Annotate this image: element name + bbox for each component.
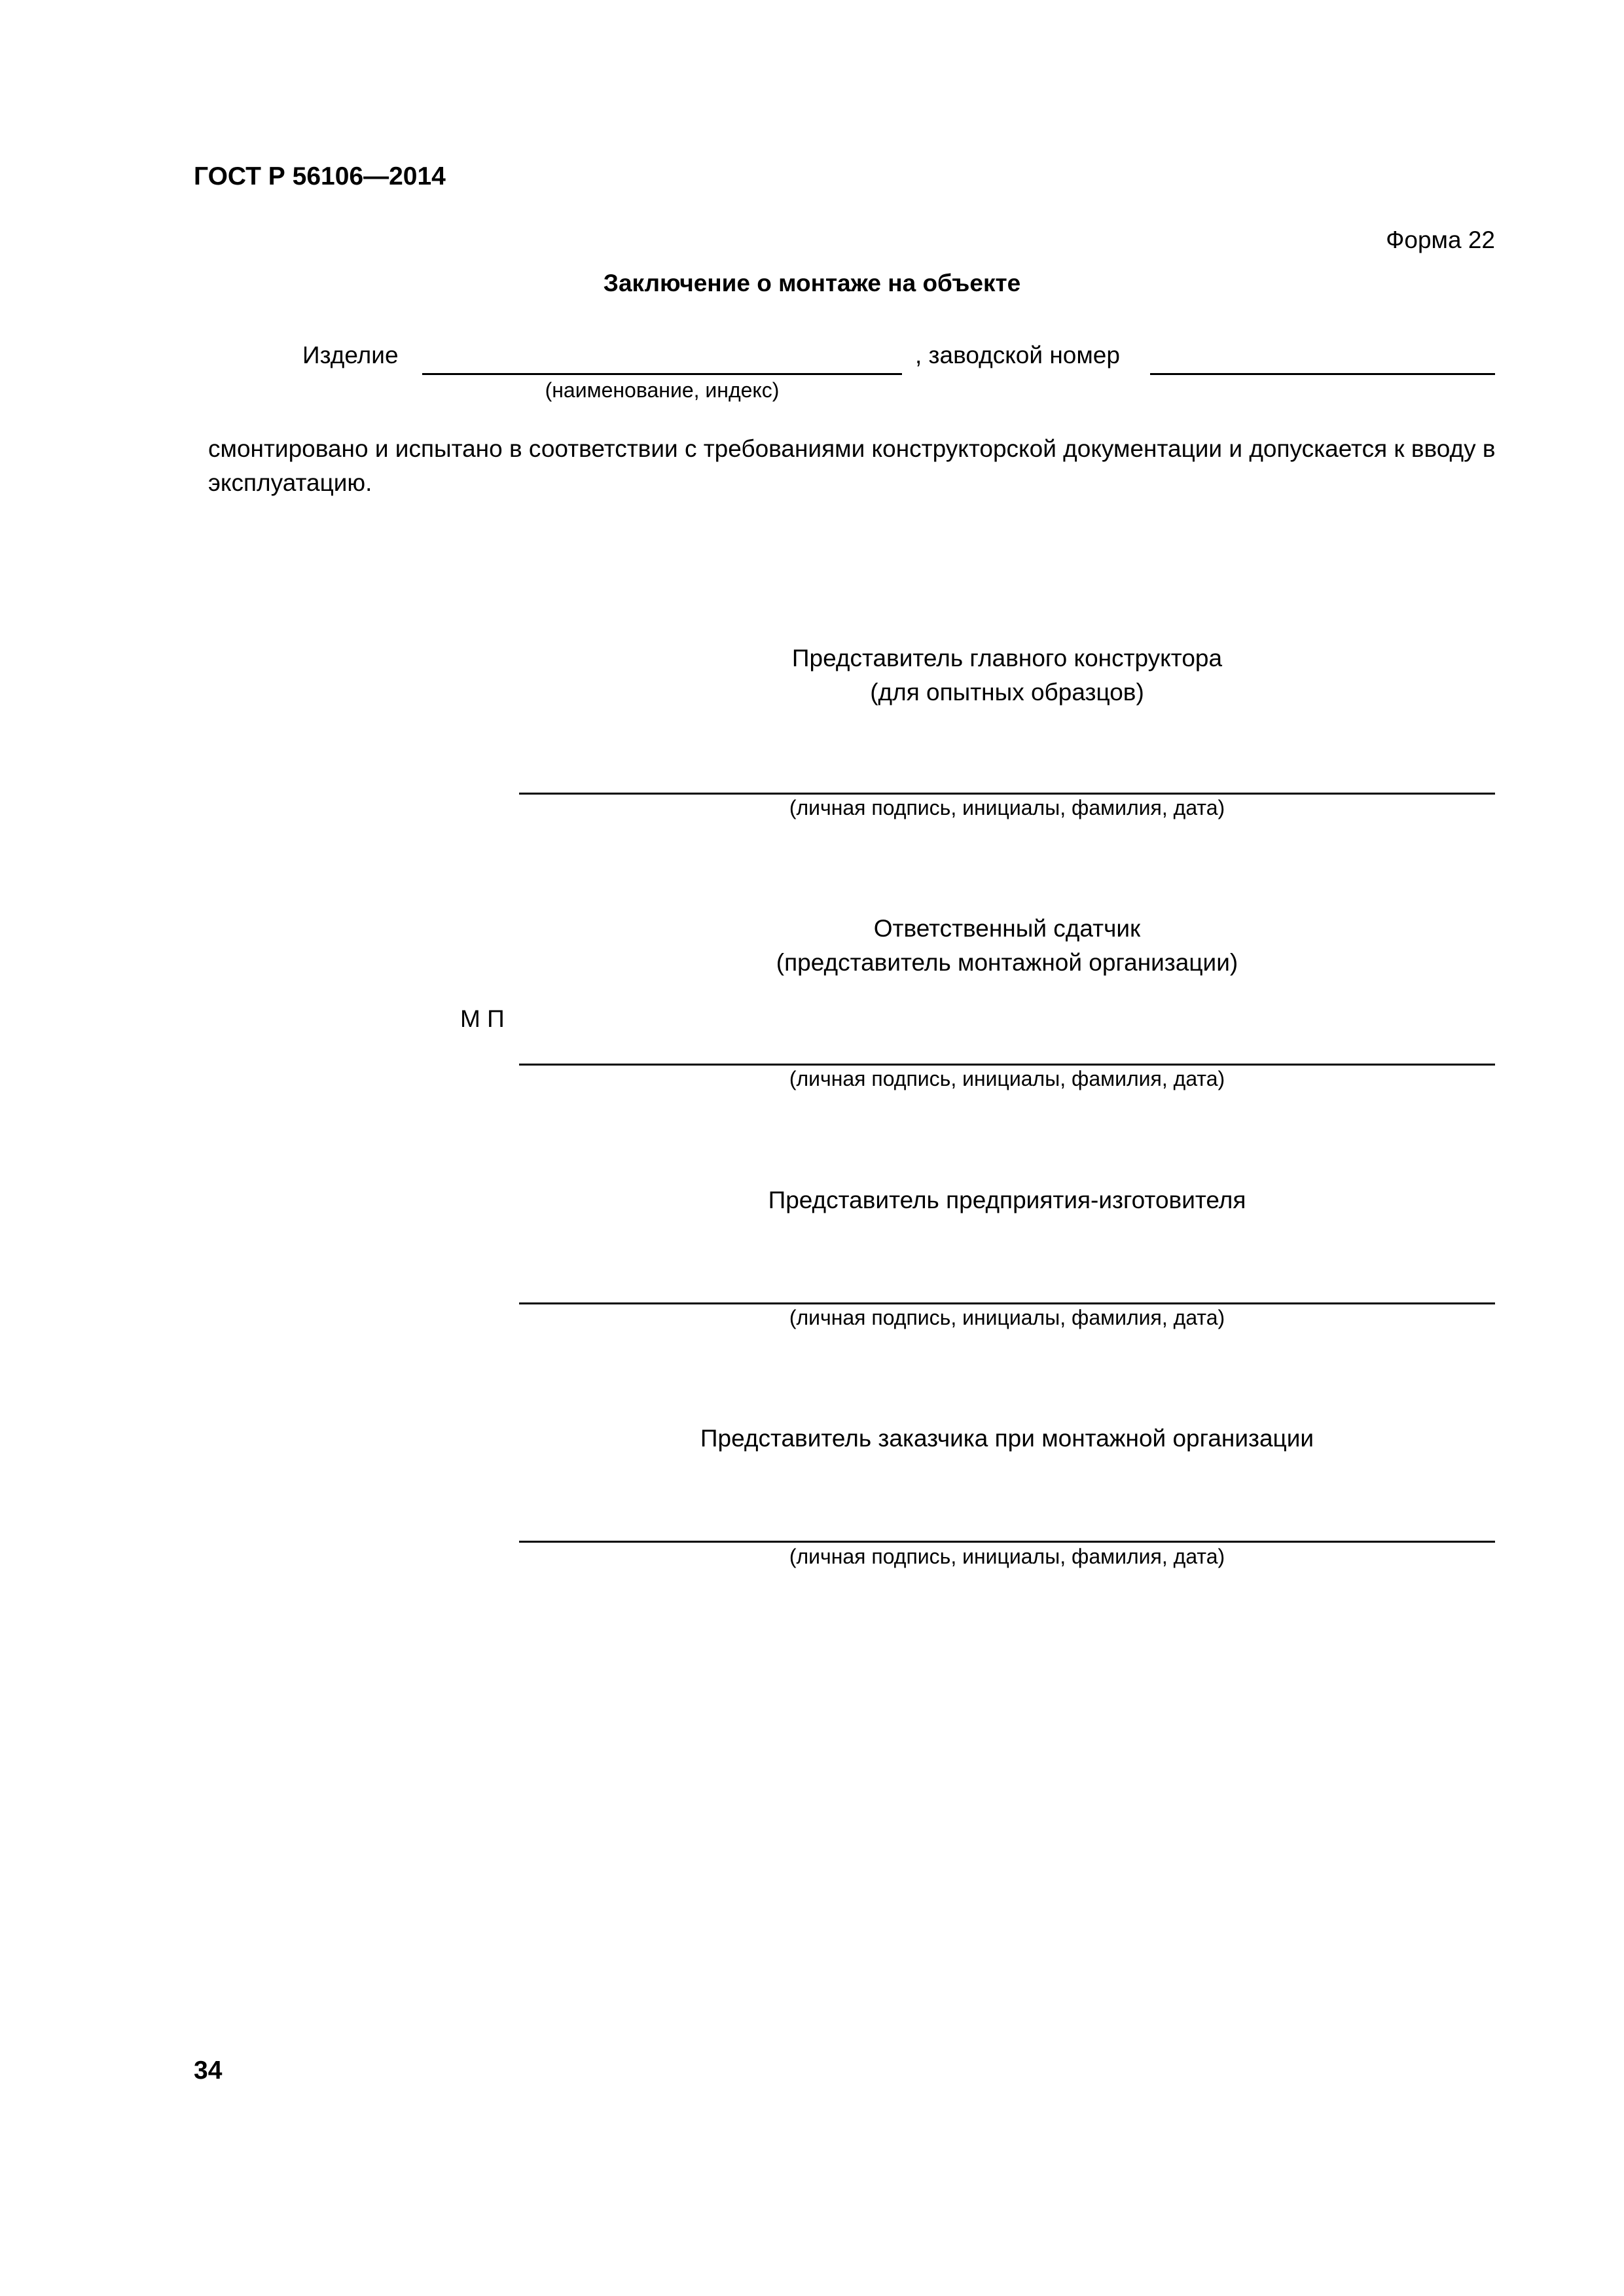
signatory-role-line: Представитель заказчика при монтажной организации <box>700 1425 1314 1452</box>
signature-field-responsible-deliverer[interactable] <box>519 1064 1495 1066</box>
signatory-role-customer <box>519 1422 1495 1456</box>
signature-caption: (личная подпись, инициалы, фамилия, дата) <box>789 1067 1225 1090</box>
page-number: 34 <box>194 2056 223 2085</box>
serial-number-field[interactable] <box>1150 373 1495 375</box>
document-code: ГОСТ Р 56106—2014 <box>194 162 446 190</box>
signatory-role-line: Ответственный сдатчик <box>873 915 1141 942</box>
signatory-role-responsible-deliverer <box>519 912 1495 980</box>
serial-number-label: , заводской номер <box>915 342 1120 368</box>
signatory-role-chief-designer <box>519 641 1495 709</box>
product-name-caption: (наименование, индекс) <box>545 378 780 402</box>
signatory-role-note: (представитель монтажной организации) <box>776 949 1238 976</box>
signature-caption: (личная подпись, инициалы, фамилия, дата) <box>789 1306 1225 1329</box>
product-label: Изделие <box>302 342 399 368</box>
product-name-field[interactable] <box>422 373 902 375</box>
signature-field-customer[interactable] <box>519 1541 1495 1543</box>
signature-caption: (личная подпись, инициалы, фамилия, дата) <box>789 796 1225 819</box>
signature-field-manufacturer[interactable] <box>519 1302 1495 1304</box>
signature-field-chief-designer[interactable] <box>519 793 1495 795</box>
form-number: Форма 22 <box>1386 226 1495 253</box>
stamp-place-label: М П <box>460 1005 505 1032</box>
signatory-role-line: Представитель главного конструктора <box>791 645 1223 672</box>
signature-caption: (личная подпись, инициалы, фамилия, дата) <box>789 1545 1225 1568</box>
statement-text: смонтировано и испытано в соответствии с требованиями конструкторской документации и допускается к вводу в эксплуатацию. <box>208 435 1496 496</box>
signatory-role-manufacturer <box>519 1183 1495 1217</box>
signatory-role-note: (для опытных образцов) <box>870 679 1144 706</box>
signatory-role-line: Представитель предприятия-изготовителя <box>768 1187 1246 1213</box>
form-title: Заключение о монтаже на объекте <box>603 270 1021 296</box>
